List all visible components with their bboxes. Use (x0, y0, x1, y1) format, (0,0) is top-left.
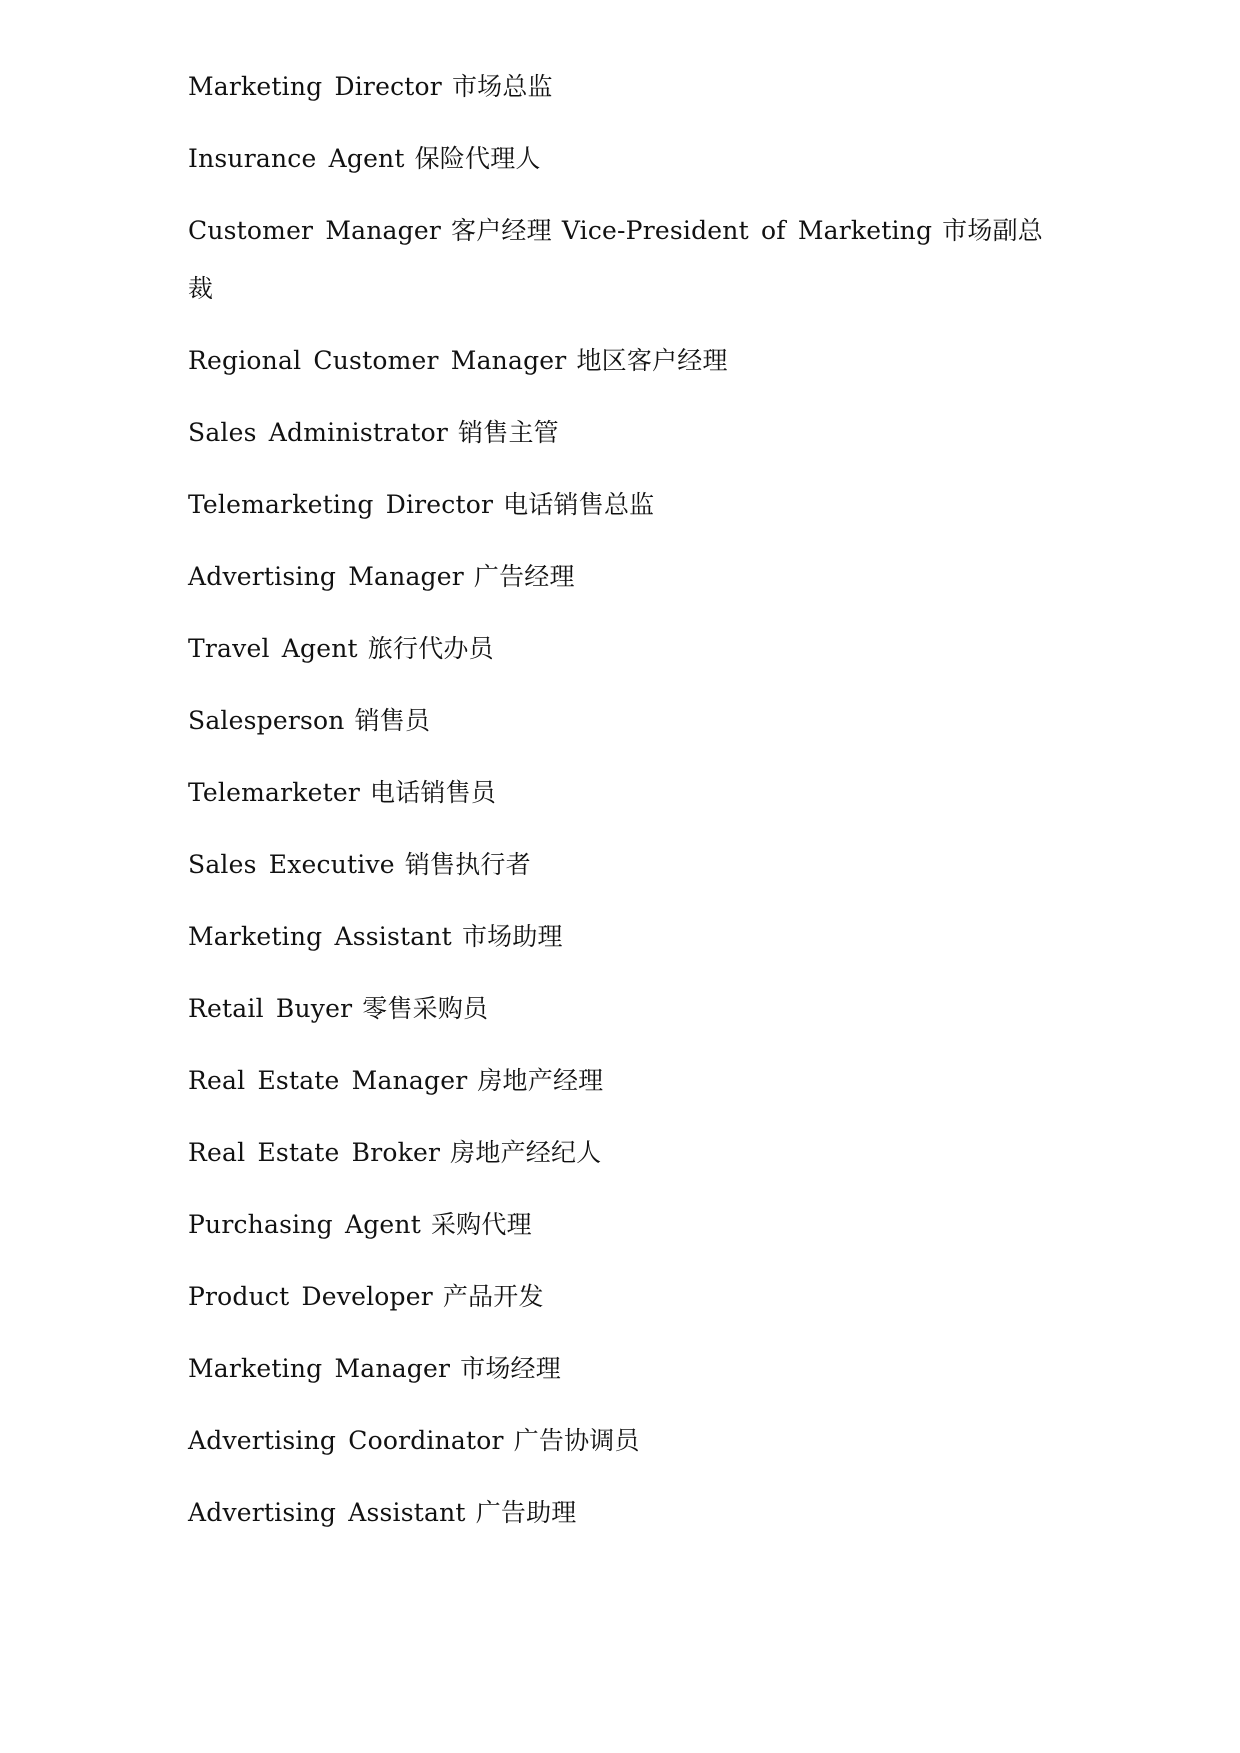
document-page (188, 58, 1068, 1556)
job-title-entry (188, 58, 1068, 116)
english-title: Advertising Coordinator (188, 1426, 504, 1455)
chinese-title: 地区客户经理 (576, 346, 728, 375)
english-title: Advertising Manager (188, 562, 464, 591)
job-title-entry (188, 476, 1068, 534)
english-title: Sales Executive (188, 850, 395, 879)
chinese-title: 旅行代办员 (367, 634, 494, 663)
job-title-entry (188, 332, 1068, 390)
chinese-title: 广告协调员 (513, 1426, 640, 1455)
english-title: Marketing Assistant (188, 922, 452, 951)
english-title: Real Estate Manager (188, 1066, 468, 1095)
chinese-title: 产品开发 (442, 1282, 544, 1311)
english-title: Real Estate Broker (188, 1138, 441, 1167)
job-title-entry (188, 404, 1068, 462)
english-title: Purchasing Agent (188, 1210, 421, 1239)
chinese-title: 房地产经理 (477, 1066, 604, 1095)
chinese-title: 市场经理 (460, 1354, 561, 1383)
job-title-entry (188, 836, 1068, 894)
chinese-title: 电话销售总监 (503, 490, 655, 519)
chinese-title: 零售采购员 (362, 994, 489, 1023)
job-title-entry (188, 620, 1068, 678)
english-title-2: Vice-President of Marketing (561, 216, 933, 245)
english-title: Product Developer (188, 1282, 433, 1311)
job-title-entry (188, 1412, 1068, 1470)
job-title-entry (188, 130, 1068, 188)
english-title: Telemarketing Director (188, 490, 494, 519)
job-title-entry (188, 1124, 1068, 1182)
chinese-title: 保险代理人 (414, 144, 541, 173)
chinese-title: 销售主管 (458, 418, 559, 447)
english-title: Insurance Agent (188, 144, 405, 173)
job-title-entry (188, 980, 1068, 1038)
chinese-title: 电话销售员 (370, 778, 497, 807)
english-title: Customer Manager (188, 216, 442, 245)
chinese-title-2: 市场副总裁 (188, 216, 1043, 303)
job-title-entry (188, 1268, 1068, 1326)
chinese-title: 广告经理 (473, 562, 575, 591)
chinese-title: 广告助理 (475, 1498, 577, 1527)
job-title-entry (188, 1340, 1068, 1398)
job-title-entry (188, 1196, 1068, 1254)
english-title: Marketing Director (188, 72, 442, 101)
chinese-title: 客户经理 (451, 216, 552, 245)
job-title-entry (188, 692, 1068, 750)
chinese-title: 销售执行者 (404, 850, 531, 879)
job-title-entry (188, 548, 1068, 606)
chinese-title: 市场助理 (461, 922, 563, 951)
chinese-title: 市场总监 (451, 72, 553, 101)
english-title: Retail Buyer (188, 994, 353, 1023)
job-title-entry (188, 202, 1068, 318)
job-title-entry (188, 1484, 1068, 1542)
job-title-entry (188, 908, 1068, 966)
english-title: Advertising Assistant (188, 1498, 466, 1527)
chinese-title: 房地产经纪人 (450, 1138, 602, 1167)
job-title-entry (188, 1052, 1068, 1110)
english-title: Marketing Manager (188, 1354, 451, 1383)
chinese-title: 销售员 (354, 706, 431, 735)
job-title-entry (188, 764, 1068, 822)
english-title: Travel Agent (188, 634, 358, 663)
english-title: Sales Administrator (188, 418, 449, 447)
english-title: Salesperson (188, 706, 345, 735)
english-title: Regional Customer Manager (188, 346, 567, 375)
english-title: Telemarketer (188, 778, 361, 807)
chinese-title: 采购代理 (430, 1210, 532, 1239)
